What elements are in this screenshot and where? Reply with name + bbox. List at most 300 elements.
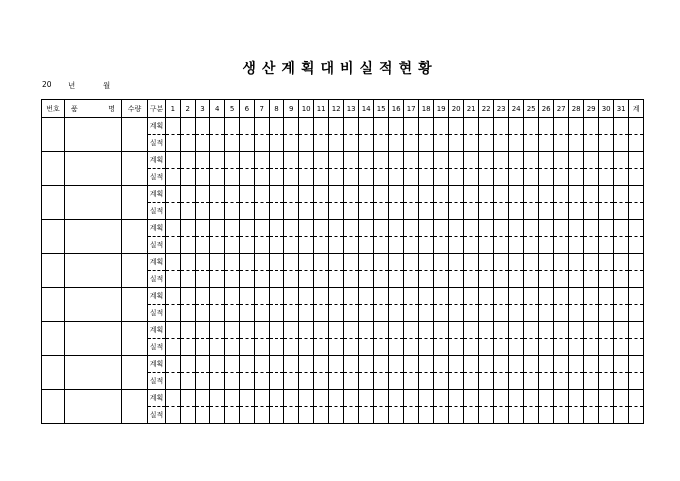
day-cell[interactable]	[210, 288, 225, 305]
day-cell[interactable]	[569, 305, 584, 322]
day-cell[interactable]	[449, 322, 464, 339]
day-cell[interactable]	[479, 118, 494, 135]
day-cell[interactable]	[584, 203, 599, 220]
day-cell[interactable]	[539, 288, 554, 305]
day-cell[interactable]	[599, 288, 614, 305]
day-cell[interactable]	[210, 118, 225, 135]
day-cell[interactable]	[314, 373, 329, 390]
day-cell[interactable]	[419, 305, 434, 322]
day-cell[interactable]	[509, 407, 524, 424]
day-cell[interactable]	[225, 135, 240, 152]
day-cell[interactable]	[329, 237, 344, 254]
day-cell[interactable]	[569, 322, 584, 339]
day-cell[interactable]	[614, 135, 629, 152]
day-cell[interactable]	[210, 254, 225, 271]
day-cell[interactable]	[434, 152, 449, 169]
day-cell[interactable]	[464, 305, 479, 322]
day-cell[interactable]	[479, 271, 494, 288]
day-cell[interactable]	[374, 339, 389, 356]
day-cell[interactable]	[584, 254, 599, 271]
day-cell[interactable]	[509, 169, 524, 186]
day-cell[interactable]	[195, 254, 210, 271]
day-cell[interactable]	[210, 322, 225, 339]
day-cell[interactable]	[359, 271, 374, 288]
day-cell[interactable]	[254, 254, 269, 271]
day-cell[interactable]	[314, 339, 329, 356]
day-cell[interactable]	[509, 237, 524, 254]
day-cell[interactable]	[479, 288, 494, 305]
day-cell[interactable]	[464, 203, 479, 220]
day-cell[interactable]	[389, 305, 404, 322]
day-cell[interactable]	[599, 186, 614, 203]
day-cell[interactable]	[329, 135, 344, 152]
day-cell[interactable]	[359, 288, 374, 305]
day-cell[interactable]	[449, 373, 464, 390]
day-cell[interactable]	[254, 186, 269, 203]
day-cell[interactable]	[344, 322, 359, 339]
day-cell[interactable]	[166, 305, 181, 322]
day-cell[interactable]	[374, 237, 389, 254]
day-cell[interactable]	[195, 169, 210, 186]
day-cell[interactable]	[344, 135, 359, 152]
day-cell[interactable]	[329, 322, 344, 339]
day-cell[interactable]	[195, 288, 210, 305]
day-cell[interactable]	[449, 237, 464, 254]
day-cell[interactable]	[419, 373, 434, 390]
day-cell[interactable]	[554, 135, 569, 152]
day-cell[interactable]	[344, 186, 359, 203]
qty-cell[interactable]	[122, 152, 148, 186]
day-cell[interactable]	[524, 305, 539, 322]
day-cell[interactable]	[180, 339, 195, 356]
day-cell[interactable]	[359, 135, 374, 152]
total-cell[interactable]	[629, 118, 644, 135]
day-cell[interactable]	[584, 220, 599, 237]
day-cell[interactable]	[449, 152, 464, 169]
day-cell[interactable]	[569, 169, 584, 186]
day-cell[interactable]	[239, 152, 254, 169]
day-cell[interactable]	[554, 152, 569, 169]
day-cell[interactable]	[359, 373, 374, 390]
day-cell[interactable]	[374, 271, 389, 288]
day-cell[interactable]	[180, 152, 195, 169]
day-cell[interactable]	[554, 322, 569, 339]
qty-cell[interactable]	[122, 356, 148, 390]
day-cell[interactable]	[539, 356, 554, 373]
day-cell[interactable]	[166, 152, 181, 169]
day-cell[interactable]	[166, 169, 181, 186]
day-cell[interactable]	[494, 356, 509, 373]
day-cell[interactable]	[344, 407, 359, 424]
day-cell[interactable]	[374, 305, 389, 322]
day-cell[interactable]	[524, 169, 539, 186]
day-cell[interactable]	[389, 220, 404, 237]
day-cell[interactable]	[284, 118, 299, 135]
day-cell[interactable]	[464, 322, 479, 339]
day-cell[interactable]	[344, 237, 359, 254]
day-cell[interactable]	[464, 407, 479, 424]
day-cell[interactable]	[254, 237, 269, 254]
day-cell[interactable]	[210, 203, 225, 220]
day-cell[interactable]	[314, 118, 329, 135]
day-cell[interactable]	[524, 186, 539, 203]
day-cell[interactable]	[434, 339, 449, 356]
day-cell[interactable]	[269, 271, 284, 288]
day-cell[interactable]	[554, 373, 569, 390]
day-cell[interactable]	[344, 271, 359, 288]
day-cell[interactable]	[404, 339, 419, 356]
day-cell[interactable]	[524, 288, 539, 305]
qty-cell[interactable]	[122, 220, 148, 254]
day-cell[interactable]	[195, 237, 210, 254]
day-cell[interactable]	[569, 271, 584, 288]
day-cell[interactable]	[269, 356, 284, 373]
day-cell[interactable]	[239, 322, 254, 339]
day-cell[interactable]	[180, 186, 195, 203]
day-cell[interactable]	[374, 118, 389, 135]
day-cell[interactable]	[599, 356, 614, 373]
day-cell[interactable]	[389, 135, 404, 152]
day-cell[interactable]	[284, 407, 299, 424]
day-cell[interactable]	[404, 118, 419, 135]
day-cell[interactable]	[166, 135, 181, 152]
day-cell[interactable]	[180, 390, 195, 407]
day-cell[interactable]	[269, 254, 284, 271]
day-cell[interactable]	[225, 339, 240, 356]
day-cell[interactable]	[404, 407, 419, 424]
day-cell[interactable]	[449, 118, 464, 135]
day-cell[interactable]	[494, 169, 509, 186]
day-cell[interactable]	[554, 237, 569, 254]
day-cell[interactable]	[404, 152, 419, 169]
day-cell[interactable]	[419, 271, 434, 288]
day-cell[interactable]	[269, 390, 284, 407]
day-cell[interactable]	[254, 118, 269, 135]
no-cell[interactable]	[42, 288, 65, 322]
day-cell[interactable]	[479, 322, 494, 339]
day-cell[interactable]	[524, 135, 539, 152]
day-cell[interactable]	[329, 271, 344, 288]
day-cell[interactable]	[195, 305, 210, 322]
day-cell[interactable]	[359, 152, 374, 169]
day-cell[interactable]	[329, 373, 344, 390]
day-cell[interactable]	[225, 322, 240, 339]
day-cell[interactable]	[539, 373, 554, 390]
day-cell[interactable]	[180, 203, 195, 220]
day-cell[interactable]	[374, 288, 389, 305]
day-cell[interactable]	[195, 220, 210, 237]
day-cell[interactable]	[614, 407, 629, 424]
day-cell[interactable]	[584, 135, 599, 152]
day-cell[interactable]	[599, 339, 614, 356]
day-cell[interactable]	[419, 339, 434, 356]
day-cell[interactable]	[195, 373, 210, 390]
day-cell[interactable]	[225, 118, 240, 135]
day-cell[interactable]	[479, 152, 494, 169]
day-cell[interactable]	[599, 169, 614, 186]
day-cell[interactable]	[225, 220, 240, 237]
day-cell[interactable]	[449, 271, 464, 288]
day-cell[interactable]	[539, 254, 554, 271]
day-cell[interactable]	[539, 271, 554, 288]
day-cell[interactable]	[329, 186, 344, 203]
day-cell[interactable]	[419, 135, 434, 152]
day-cell[interactable]	[210, 339, 225, 356]
day-cell[interactable]	[284, 339, 299, 356]
day-cell[interactable]	[539, 390, 554, 407]
day-cell[interactable]	[494, 373, 509, 390]
day-cell[interactable]	[464, 390, 479, 407]
day-cell[interactable]	[599, 271, 614, 288]
day-cell[interactable]	[449, 288, 464, 305]
day-cell[interactable]	[389, 373, 404, 390]
day-cell[interactable]	[166, 186, 181, 203]
day-cell[interactable]	[180, 237, 195, 254]
no-cell[interactable]	[42, 186, 65, 220]
day-cell[interactable]	[479, 254, 494, 271]
day-cell[interactable]	[166, 356, 181, 373]
day-cell[interactable]	[225, 237, 240, 254]
day-cell[interactable]	[449, 390, 464, 407]
day-cell[interactable]	[195, 203, 210, 220]
day-cell[interactable]	[614, 373, 629, 390]
day-cell[interactable]	[479, 237, 494, 254]
no-cell[interactable]	[42, 322, 65, 356]
day-cell[interactable]	[569, 288, 584, 305]
day-cell[interactable]	[554, 186, 569, 203]
day-cell[interactable]	[299, 407, 314, 424]
day-cell[interactable]	[166, 203, 181, 220]
day-cell[interactable]	[225, 152, 240, 169]
day-cell[interactable]	[180, 220, 195, 237]
total-cell[interactable]	[629, 356, 644, 373]
day-cell[interactable]	[284, 135, 299, 152]
day-cell[interactable]	[239, 305, 254, 322]
day-cell[interactable]	[329, 220, 344, 237]
day-cell[interactable]	[404, 373, 419, 390]
day-cell[interactable]	[374, 373, 389, 390]
day-cell[interactable]	[269, 322, 284, 339]
day-cell[interactable]	[225, 254, 240, 271]
day-cell[interactable]	[225, 407, 240, 424]
day-cell[interactable]	[569, 220, 584, 237]
day-cell[interactable]	[254, 407, 269, 424]
day-cell[interactable]	[210, 305, 225, 322]
day-cell[interactable]	[404, 305, 419, 322]
no-cell[interactable]	[42, 118, 65, 152]
day-cell[interactable]	[344, 390, 359, 407]
day-cell[interactable]	[359, 186, 374, 203]
day-cell[interactable]	[254, 339, 269, 356]
day-cell[interactable]	[599, 220, 614, 237]
day-cell[interactable]	[225, 356, 240, 373]
day-cell[interactable]	[554, 169, 569, 186]
day-cell[interactable]	[404, 356, 419, 373]
day-cell[interactable]	[524, 339, 539, 356]
total-cell[interactable]	[629, 203, 644, 220]
day-cell[interactable]	[195, 186, 210, 203]
day-cell[interactable]	[314, 390, 329, 407]
item-cell[interactable]	[65, 254, 122, 288]
day-cell[interactable]	[210, 220, 225, 237]
day-cell[interactable]	[359, 407, 374, 424]
day-cell[interactable]	[479, 356, 494, 373]
total-cell[interactable]	[629, 220, 644, 237]
day-cell[interactable]	[329, 203, 344, 220]
day-cell[interactable]	[434, 254, 449, 271]
day-cell[interactable]	[329, 169, 344, 186]
day-cell[interactable]	[180, 305, 195, 322]
day-cell[interactable]	[614, 169, 629, 186]
day-cell[interactable]	[494, 152, 509, 169]
day-cell[interactable]	[389, 254, 404, 271]
day-cell[interactable]	[329, 356, 344, 373]
day-cell[interactable]	[479, 373, 494, 390]
day-cell[interactable]	[359, 339, 374, 356]
day-cell[interactable]	[269, 237, 284, 254]
day-cell[interactable]	[434, 135, 449, 152]
day-cell[interactable]	[210, 407, 225, 424]
day-cell[interactable]	[180, 288, 195, 305]
day-cell[interactable]	[239, 118, 254, 135]
day-cell[interactable]	[419, 169, 434, 186]
day-cell[interactable]	[374, 390, 389, 407]
day-cell[interactable]	[329, 254, 344, 271]
no-cell[interactable]	[42, 254, 65, 288]
day-cell[interactable]	[344, 203, 359, 220]
day-cell[interactable]	[299, 220, 314, 237]
day-cell[interactable]	[554, 407, 569, 424]
day-cell[interactable]	[195, 322, 210, 339]
day-cell[interactable]	[195, 407, 210, 424]
day-cell[interactable]	[299, 390, 314, 407]
total-cell[interactable]	[629, 135, 644, 152]
day-cell[interactable]	[464, 288, 479, 305]
item-cell[interactable]	[65, 118, 122, 152]
day-cell[interactable]	[359, 390, 374, 407]
day-cell[interactable]	[269, 118, 284, 135]
day-cell[interactable]	[329, 339, 344, 356]
day-cell[interactable]	[389, 237, 404, 254]
day-cell[interactable]	[509, 254, 524, 271]
day-cell[interactable]	[524, 118, 539, 135]
day-cell[interactable]	[344, 305, 359, 322]
day-cell[interactable]	[464, 237, 479, 254]
day-cell[interactable]	[254, 356, 269, 373]
day-cell[interactable]	[299, 152, 314, 169]
day-cell[interactable]	[299, 356, 314, 373]
day-cell[interactable]	[284, 322, 299, 339]
day-cell[interactable]	[374, 220, 389, 237]
day-cell[interactable]	[239, 186, 254, 203]
day-cell[interactable]	[225, 373, 240, 390]
day-cell[interactable]	[464, 220, 479, 237]
day-cell[interactable]	[299, 169, 314, 186]
day-cell[interactable]	[539, 220, 554, 237]
day-cell[interactable]	[539, 237, 554, 254]
qty-cell[interactable]	[122, 322, 148, 356]
day-cell[interactable]	[569, 237, 584, 254]
day-cell[interactable]	[344, 169, 359, 186]
day-cell[interactable]	[239, 373, 254, 390]
day-cell[interactable]	[434, 237, 449, 254]
day-cell[interactable]	[329, 152, 344, 169]
day-cell[interactable]	[314, 135, 329, 152]
day-cell[interactable]	[614, 203, 629, 220]
day-cell[interactable]	[239, 237, 254, 254]
day-cell[interactable]	[269, 203, 284, 220]
day-cell[interactable]	[509, 322, 524, 339]
day-cell[interactable]	[195, 135, 210, 152]
day-cell[interactable]	[195, 339, 210, 356]
day-cell[interactable]	[494, 237, 509, 254]
day-cell[interactable]	[344, 254, 359, 271]
day-cell[interactable]	[166, 407, 181, 424]
day-cell[interactable]	[449, 407, 464, 424]
day-cell[interactable]	[166, 322, 181, 339]
day-cell[interactable]	[180, 135, 195, 152]
total-cell[interactable]	[629, 237, 644, 254]
day-cell[interactable]	[166, 339, 181, 356]
day-cell[interactable]	[210, 390, 225, 407]
day-cell[interactable]	[509, 220, 524, 237]
day-cell[interactable]	[404, 220, 419, 237]
day-cell[interactable]	[584, 322, 599, 339]
day-cell[interactable]	[509, 203, 524, 220]
qty-cell[interactable]	[122, 254, 148, 288]
day-cell[interactable]	[299, 237, 314, 254]
day-cell[interactable]	[449, 203, 464, 220]
day-cell[interactable]	[314, 237, 329, 254]
day-cell[interactable]	[434, 186, 449, 203]
day-cell[interactable]	[509, 339, 524, 356]
day-cell[interactable]	[374, 254, 389, 271]
day-cell[interactable]	[509, 271, 524, 288]
day-cell[interactable]	[404, 203, 419, 220]
day-cell[interactable]	[299, 305, 314, 322]
day-cell[interactable]	[539, 407, 554, 424]
day-cell[interactable]	[389, 118, 404, 135]
day-cell[interactable]	[225, 288, 240, 305]
day-cell[interactable]	[449, 169, 464, 186]
day-cell[interactable]	[494, 135, 509, 152]
day-cell[interactable]	[419, 322, 434, 339]
day-cell[interactable]	[614, 288, 629, 305]
day-cell[interactable]	[404, 186, 419, 203]
day-cell[interactable]	[554, 254, 569, 271]
day-cell[interactable]	[524, 203, 539, 220]
day-cell[interactable]	[239, 390, 254, 407]
day-cell[interactable]	[494, 220, 509, 237]
day-cell[interactable]	[359, 118, 374, 135]
day-cell[interactable]	[614, 186, 629, 203]
day-cell[interactable]	[434, 288, 449, 305]
total-cell[interactable]	[629, 186, 644, 203]
day-cell[interactable]	[524, 237, 539, 254]
day-cell[interactable]	[210, 169, 225, 186]
total-cell[interactable]	[629, 305, 644, 322]
day-cell[interactable]	[419, 186, 434, 203]
day-cell[interactable]	[166, 390, 181, 407]
day-cell[interactable]	[569, 390, 584, 407]
total-cell[interactable]	[629, 152, 644, 169]
day-cell[interactable]	[329, 305, 344, 322]
day-cell[interactable]	[404, 390, 419, 407]
day-cell[interactable]	[599, 305, 614, 322]
day-cell[interactable]	[284, 254, 299, 271]
day-cell[interactable]	[210, 152, 225, 169]
day-cell[interactable]	[614, 339, 629, 356]
